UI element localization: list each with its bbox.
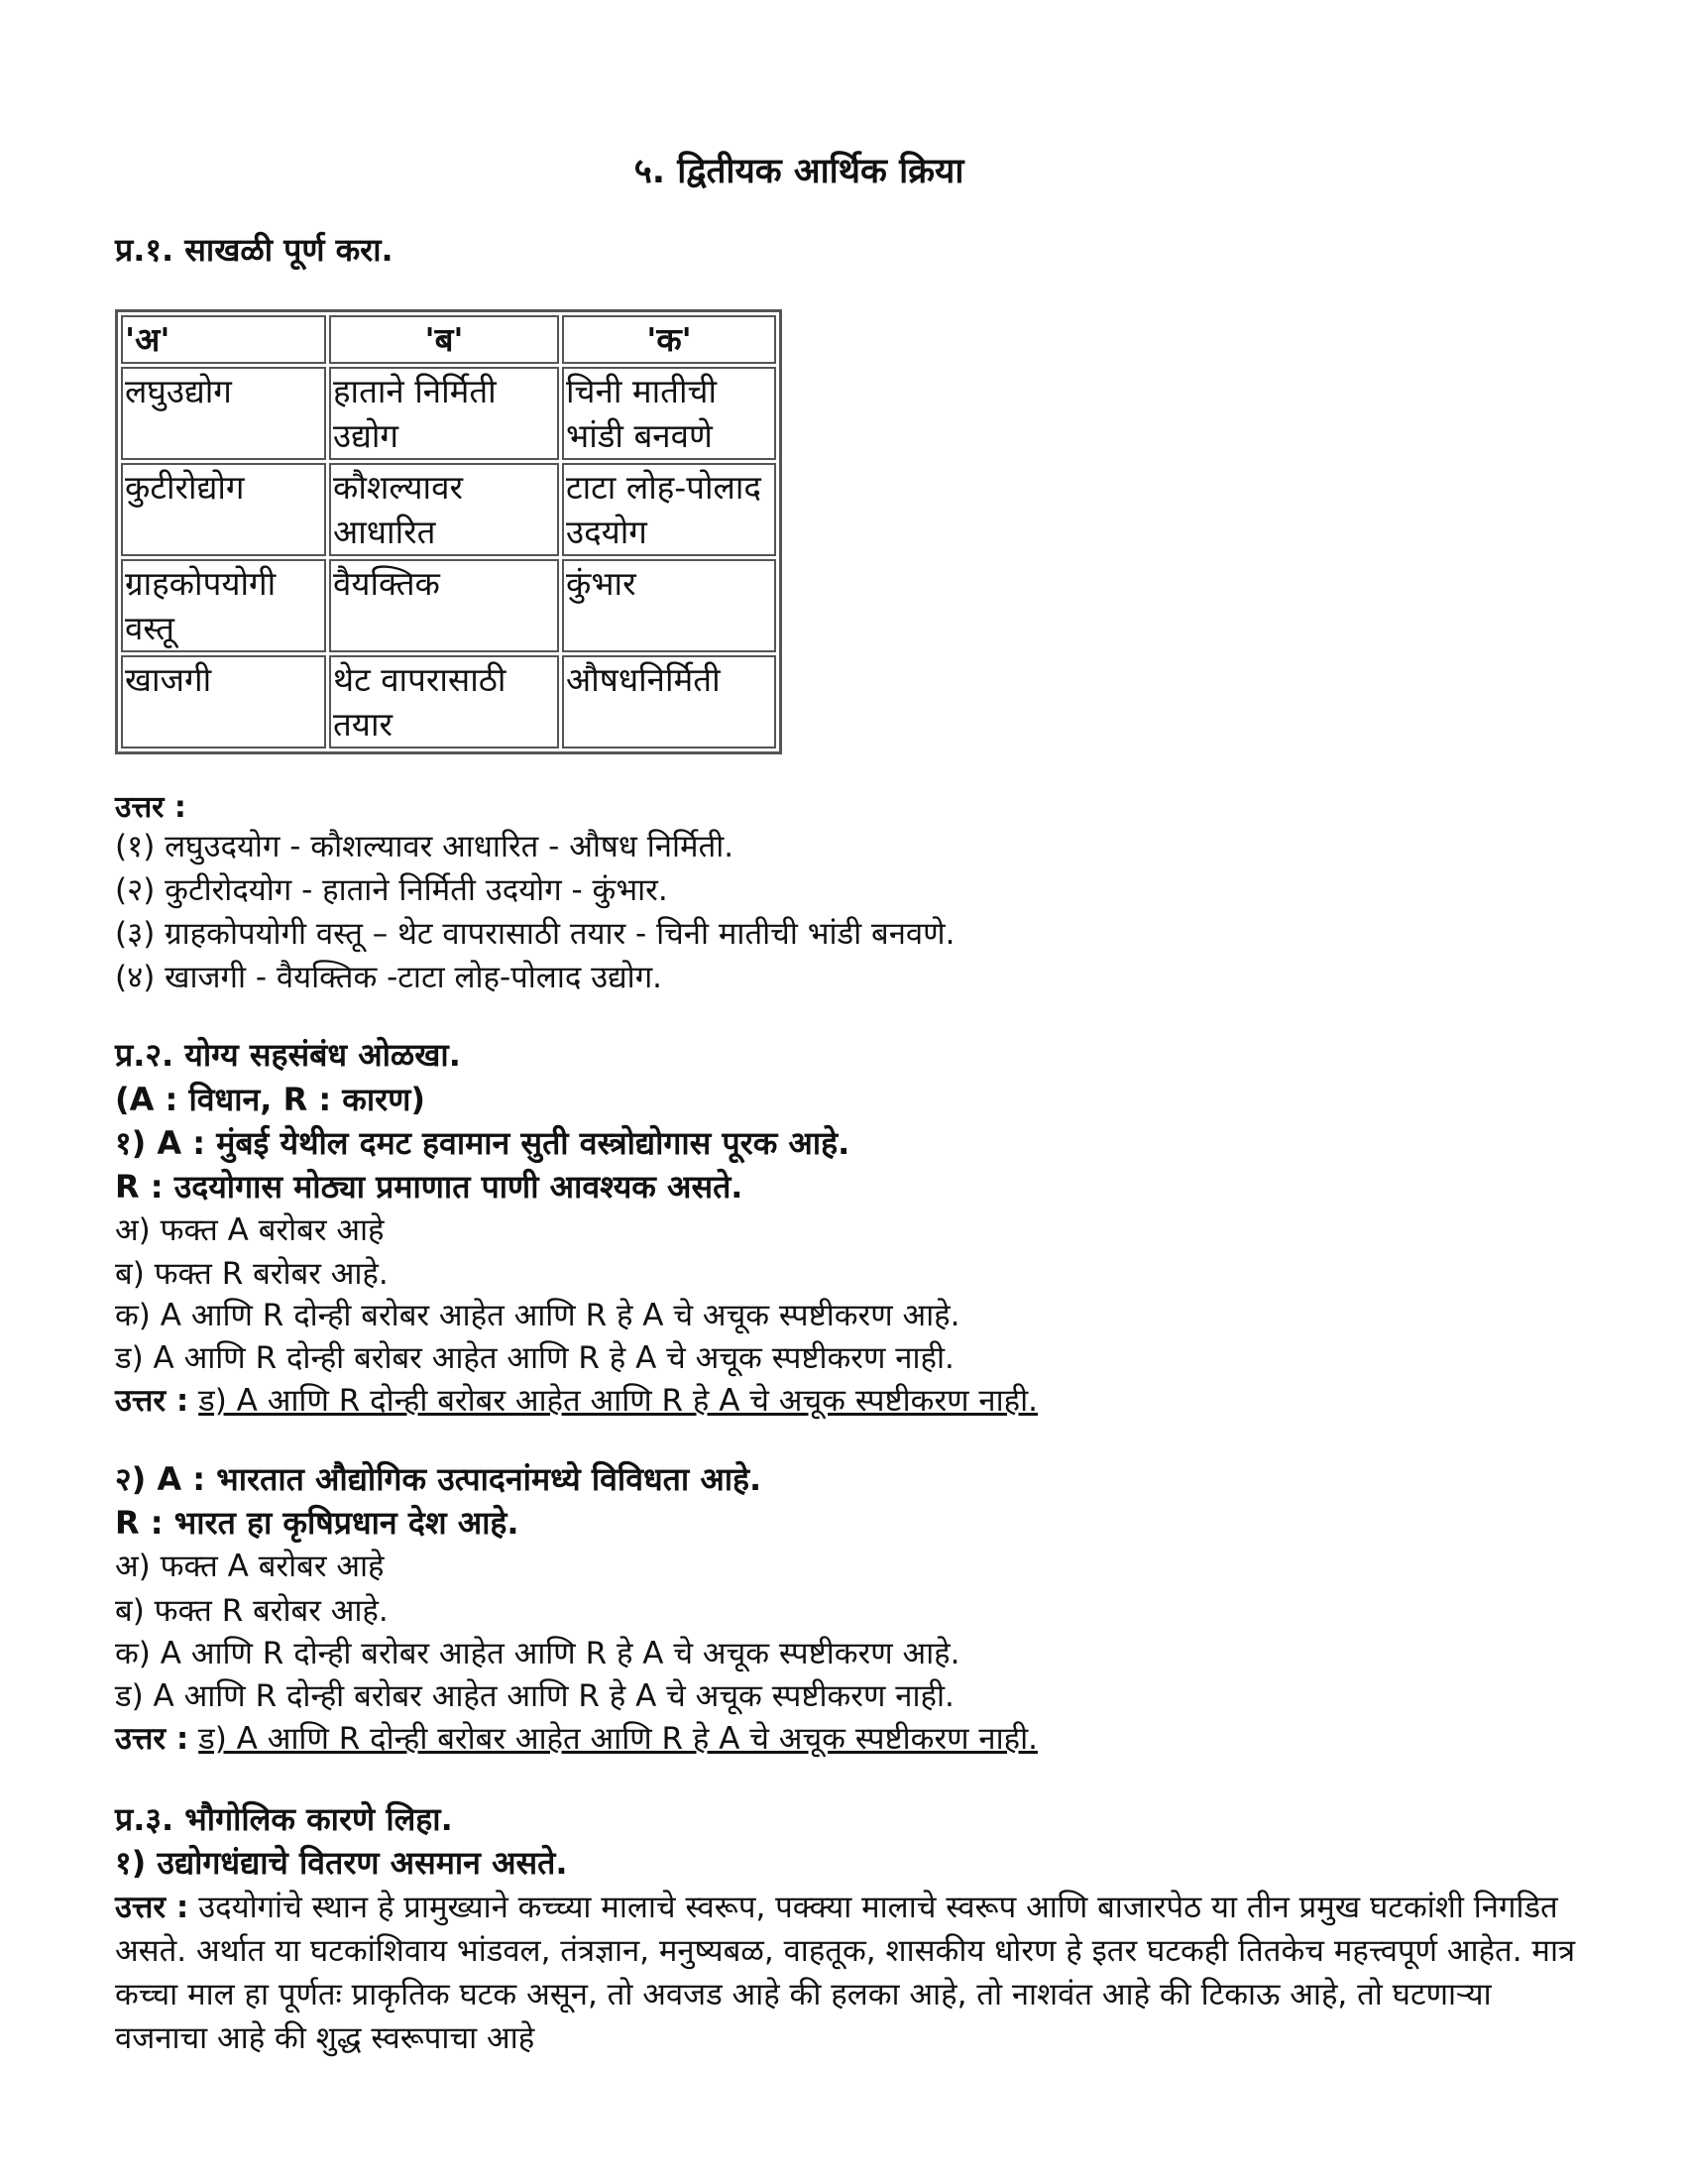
q2-heading: प्र.२. योग्य सहसंबंध ओळखा. <box>115 1036 461 1074</box>
q3-answer <box>115 1886 1582 2060</box>
table-row <box>121 559 776 652</box>
table-cell: खाजगी <box>121 655 326 748</box>
table-cell: लघुउद्योग <box>121 367 326 460</box>
q2-item2-assertion: २) A : भारतात औद्योगिक उत्पादनांमध्ये विविधता आहे. <box>115 1460 762 1498</box>
answer-label: उत्तर : <box>115 1383 189 1419</box>
q1-answer-line: (१) लघुउदयोग - कौशल्यावर आधारित - औषध निर्मिती. <box>115 829 734 864</box>
q2-item1-reason: R : उदयोगास मोठ्या प्रमाणात पाणी आवश्यक असते. <box>115 1168 743 1206</box>
answer-text: उदयोगांचे स्थान हे प्रामुख्याने कच्च्या मालाचे स्वरूप, पक्क्या मालाचे स्वरूप आणि बाजारपेठ या तीन प्रमुख घटकांशी निगडित असते. अर्थात या घटकांशिवाय भांडवल, तंत्रज्ञान, मनुष्यबळ, वाहतूक, शासकीय धोरण हे इतर घटकही तितकेच महत्त्वपूर्ण आहेत. मात्र कच्चा माल हा पूर्णतः प्राकृतिक घटक असून, तो अवजड आहे की हलका आहे, तो नाशवंत आहे की टिकाऊ आहे, तो घटणाऱ्या वजनाचा आहे की शुद्ध स्वरूपाचा आहे <box>115 1890 1576 2056</box>
answer-label: उत्तर : <box>115 1721 189 1757</box>
table-header-c: 'क' <box>562 315 776 364</box>
table-cell: टाटा लोह-पोलाद उदयोग <box>562 463 776 556</box>
q2-item2-option: अ) फक्त A बरोबर आहे <box>115 1549 385 1584</box>
table-cell: थेट वापरासाठी तयार <box>329 655 559 748</box>
answer-text: ड) A आणि R दोन्ही बरोबर आहेत आणि R हे A चे अचूक स्पष्टीकरण नाही. <box>198 1383 1038 1419</box>
q2-subheading: (A : विधान, R : कारण) <box>115 1081 426 1118</box>
table-header-a: 'अ' <box>121 315 326 364</box>
table-row <box>121 463 776 556</box>
matching-table <box>115 309 782 754</box>
table-cell: कुटीरोद्योग <box>121 463 326 556</box>
table-cell: औषधनिर्मिती <box>562 655 776 748</box>
table-cell: कौशल्यावर आधारित <box>329 463 559 556</box>
table-cell: कुंभार <box>562 559 776 652</box>
q1-answer-label: उत्तर : <box>115 790 186 825</box>
q2-item2-option: ब) फक्त R बरोबर आहे. <box>115 1593 389 1629</box>
q1-answer-line: (२) कुटीरोदयोग - हाताने निर्मिती उदयोग - कुंभार. <box>115 872 668 908</box>
q3-heading: प्र.३. भौगोलिक कारणे लिहा. <box>115 1800 453 1838</box>
q3-subquestion: १) उद्योगधंद्याचे वितरण असमान असते. <box>115 1844 568 1882</box>
page-title: ५. द्वितीयक आर्थिक क्रिया <box>633 152 964 191</box>
table-header-b: 'ब' <box>329 315 559 364</box>
table-cell: हाताने निर्मिती उद्योग <box>329 367 559 460</box>
q2-item2-option: ड) A आणि R दोन्ही बरोबर आहेत आणि R हे A चे अचूक स्पष्टीकरण नाही. <box>115 1678 955 1714</box>
q2-item1-answer <box>115 1379 1038 1421</box>
q2-item1-option: अ) फक्त A बरोबर आहे <box>115 1212 385 1248</box>
q2-item2-reason: R : भारत हा कृषिप्रधान देश आहे. <box>115 1504 519 1542</box>
q1-answer-line: (३) ग्राहकोपयोगी वस्तू – थेट वापरासाठी तयार - चिनी मातीची भांडी बनवणे. <box>115 916 956 952</box>
q2-item1-option: क) A आणि R दोन्ही बरोबर आहेत आणि R हे A चे अचूक स्पष्टीकरण आहे. <box>115 1298 960 1333</box>
q1-heading: प्र.१. साखळी पूर्ण करा. <box>115 231 394 269</box>
q2-item1-option: ड) A आणि R दोन्ही बरोबर आहेत आणि R हे A चे अचूक स्पष्टीकरण नाही. <box>115 1340 955 1376</box>
table-header-row <box>121 315 776 364</box>
q2-item1-assertion: १) A : मुंबई येथील दमट हवामान सुती वस्त्रोद्योगास पूरक आहे. <box>115 1124 850 1162</box>
table-row <box>121 367 776 460</box>
table-cell: ग्राहकोपयोगी वस्तू <box>121 559 326 652</box>
q2-item2-option: क) A आणि R दोन्ही बरोबर आहेत आणि R हे A चे अचूक स्पष्टीकरण आहे. <box>115 1636 960 1671</box>
q2-item2-answer <box>115 1717 1038 1759</box>
q2-item1-option: ब) फक्त R बरोबर आहे. <box>115 1256 389 1292</box>
table-cell: वैयक्तिक <box>329 559 559 652</box>
table-cell: चिनी मातीची भांडी बनवणे <box>562 367 776 460</box>
q1-answer-line: (४) खाजगी - वैयक्तिक -टाटा लोह-पोलाद उद्योग. <box>115 960 663 995</box>
answer-label: उत्तर : <box>115 1890 189 1925</box>
table-row <box>121 655 776 748</box>
answer-text: ड) A आणि R दोन्ही बरोबर आहेत आणि R हे A चे अचूक स्पष्टीकरण नाही. <box>198 1721 1038 1757</box>
